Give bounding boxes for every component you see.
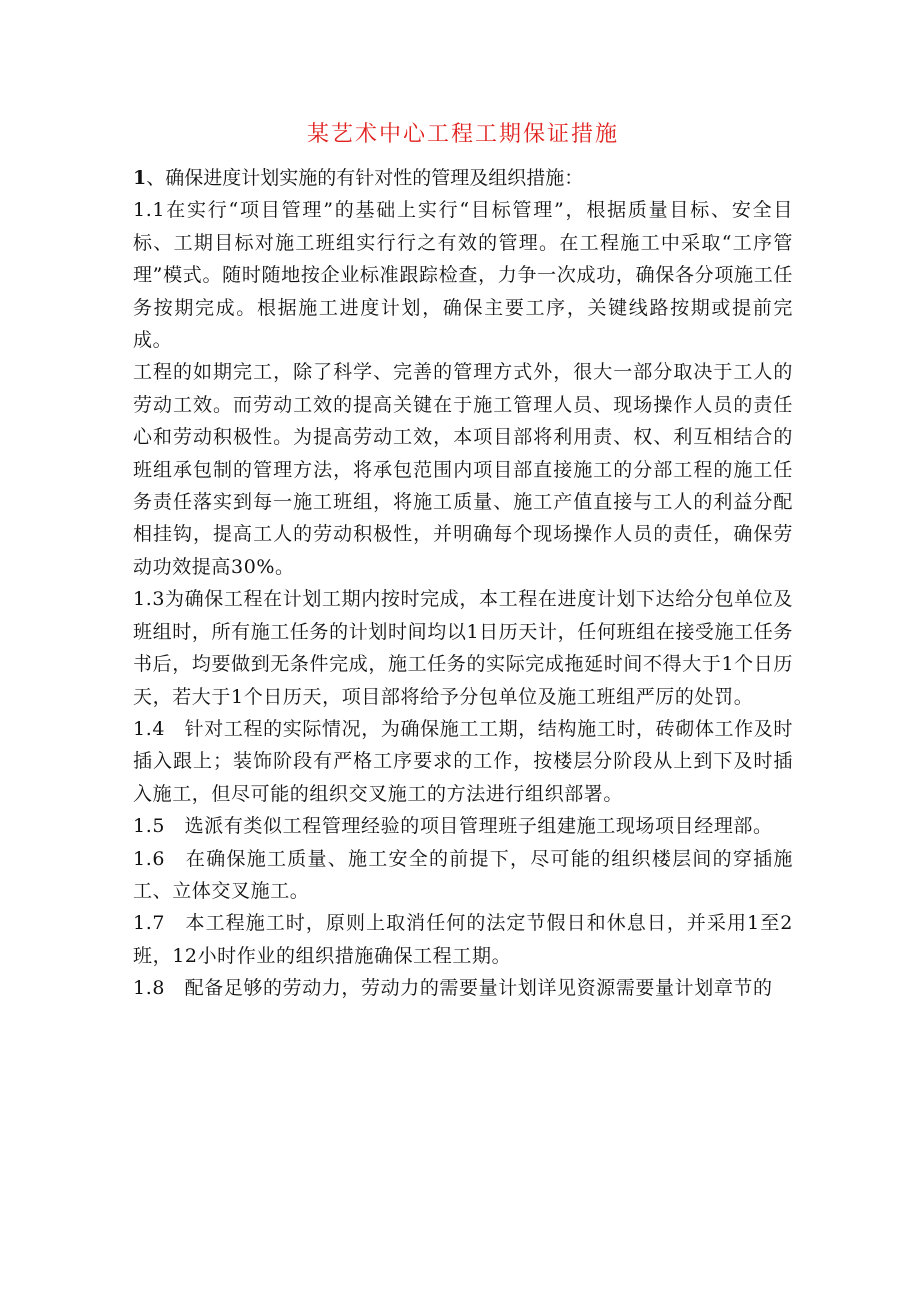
paragraph-1-6: 1.6 在确保施工质量、施工安全的前提下，尽可能的组织楼层间的穿插施工、立体交叉施工。 — [133, 847, 793, 902]
section-number: 1 — [133, 167, 147, 189]
paragraph-1-8: 1.8 配备足够的劳动力，劳动力的需要量计划详见资源需要量计划章节的 — [133, 977, 773, 1000]
paragraph-labor-efficiency: 工程的如期完工，除了科学、完善的管理方式外，很大一部分取决于工人的劳动工效。而劳动工效的提高关键在于施工管理人员、现场操作人员的责任心和劳动积极性。为提高劳动工效，本项目部将利用责、权、利互相结合的班组承包制的管理方法，将承包范围内项目部直接施工的分部工程的施工任务责任落实到每一施工班组，将施工质量、施工产值直接与工人的利益分配相挂钩，提高工人的劳动积极性，并明确每个现场操作人员的责任，确保劳动功效提高30%。 — [133, 361, 793, 578]
document-page — [133, 110, 793, 1005]
paragraph-1-1: 1.1在实行“项目管理”的基础上实行“目标管理”，根据质量目标、安全目标、工期目标对施工班组实行行之有效的管理。在工程施工中采取“工序管理”模式。随时随地按企业标准跟踪检查，力争一次成功，确保各分项施工任务按期完成。根据施工进度计划，确保主要工序，关键线路按期或提前完成。 — [133, 199, 793, 352]
section-heading-text: 、确保进度计划实施的有针对性的管理及组织措施： — [146, 167, 584, 189]
paragraph-1-7: 1.7 本工程施工时，原则上取消任何的法定节假日和休息日，并采用1至2班，12小时作业的组织措施确保工程工期。 — [133, 912, 793, 967]
section-heading — [133, 162, 793, 194]
paragraph-1-5: 1.5 选派有类似工程管理经验的项目管理班子组建施工现场项目经理部。 — [133, 815, 773, 838]
paragraph-1-3: 1.3为确保工程在计划工期内按时完成，本工程在进度计划下达给分包单位及班组时，所有施工任务的计划时间均以1日历天计，任何班组在接受施工任务书后，均要做到无条件完成，施工任务的实际完成拖延时间不得大于1个日历天，若大于1个日历天，项目部将给予分包单位及施工班组严厉的处罚。 — [133, 588, 793, 708]
document-title: 某艺术中心工程工期保证措施 — [306, 122, 619, 147]
paragraph-1-4: 1.4 针对工程的实际情况，为确保施工工期，结构施工时，砖砌体工作及时插入跟上；装饰阶段有严格工序要求的工作，按楼层分阶段从上到下及时插入施工，但尽可能的组织交叉施工的方法进行组织部署。 — [133, 717, 793, 805]
